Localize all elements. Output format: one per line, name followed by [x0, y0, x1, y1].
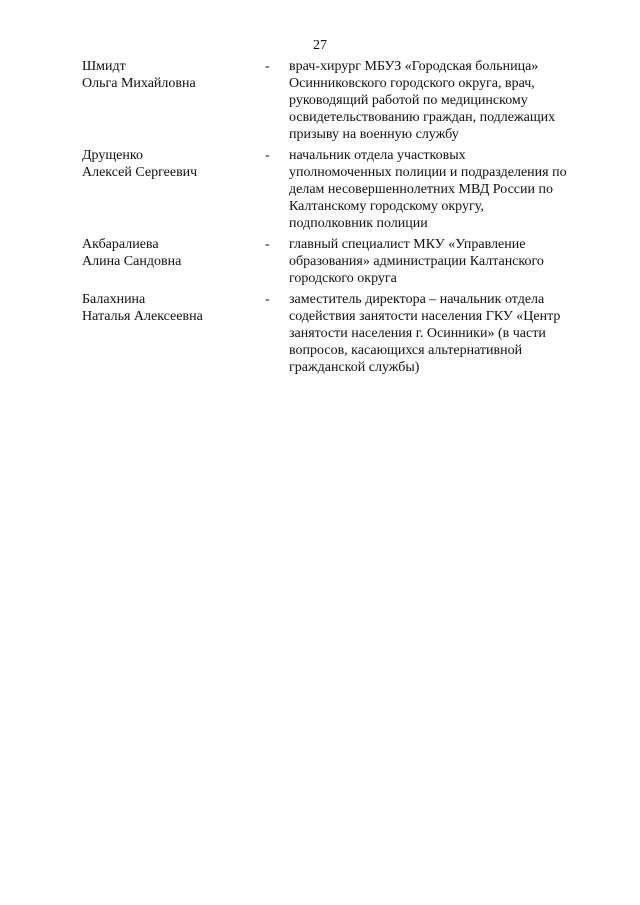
role-line: начальник отдела участковых: [289, 148, 466, 163]
role-line: призыву на военную службу: [289, 127, 459, 142]
role-line: руководящий работой по медицинскому: [289, 93, 528, 108]
member-name: [82, 147, 252, 181]
member-surname: Друщенко: [82, 148, 143, 163]
member-given-names: Ольга Михайловна: [82, 76, 196, 91]
role-line: уполномоченных полиции и подразделения по: [289, 165, 567, 180]
member-role: [289, 236, 595, 287]
member-role: [289, 58, 595, 143]
member-name: [82, 236, 252, 270]
member-entry: [0, 236, 640, 287]
member-name: [82, 58, 252, 92]
role-line: занятости населения г. Осинники» (в части: [289, 326, 546, 341]
member-surname: Акбаралиева: [82, 237, 159, 252]
member-entry: [0, 58, 640, 143]
role-line: образования» администрации Калтанского: [289, 254, 544, 269]
dash-separator: -: [265, 148, 270, 163]
member-role: [289, 147, 595, 232]
member-given-names: Наталья Алексеевна: [82, 309, 203, 324]
role-line: содействия занятости населения ГКУ «Центр: [289, 309, 561, 324]
member-given-names: Алексей Сергеевич: [82, 165, 198, 180]
member-role: [289, 291, 595, 376]
page-number: 27: [313, 38, 327, 53]
role-line: делам несовершеннолетних МВД России по: [289, 182, 553, 197]
dash-separator: -: [265, 237, 270, 252]
role-line: Калтанскому городскому округу,: [289, 199, 484, 214]
role-line: гражданской службы): [289, 360, 420, 375]
role-line: городского округа: [289, 271, 397, 286]
dash-separator: -: [265, 292, 270, 307]
role-line: главный специалист МКУ «Управление: [289, 237, 526, 252]
role-line: вопросов, касающихся альтернативной: [289, 343, 523, 358]
role-line: заместитель директора – начальник отдела: [289, 292, 545, 307]
member-name: [82, 291, 252, 325]
commission-members-list: [0, 58, 640, 380]
role-line: Осинниковского городского округа, врач,: [289, 76, 535, 91]
dash-separator: -: [265, 59, 270, 74]
role-line: врач-хирург МБУЗ «Городская больница»: [289, 59, 539, 74]
member-surname: Балахнина: [82, 292, 146, 307]
member-given-names: Алина Сандовна: [82, 254, 182, 269]
member-surname: Шмидт: [82, 59, 126, 74]
member-entry: [0, 291, 640, 376]
role-line: освидетельствованию граждан, подлежащих: [289, 110, 556, 125]
member-entry: [0, 147, 640, 232]
role-line: подполковник полиции: [289, 216, 428, 231]
